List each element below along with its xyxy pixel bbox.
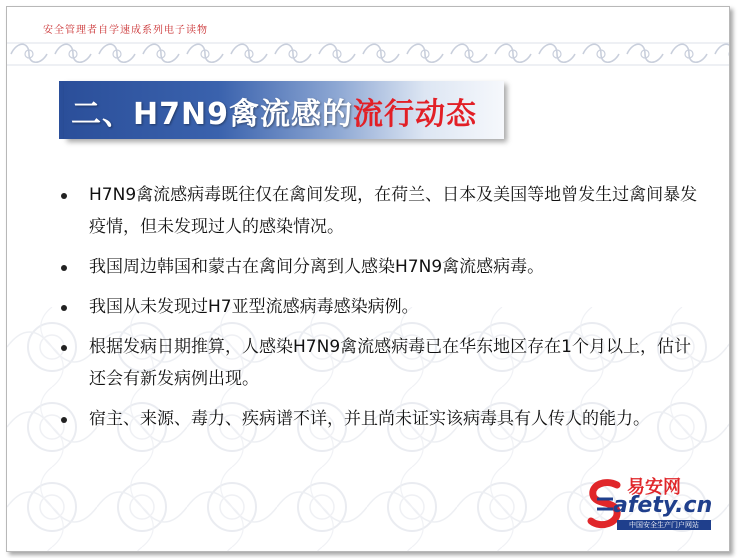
bullet-item — [55, 251, 705, 283]
bullet-text: 我国从未发现过H7亚型流感病毒感染病例。 — [89, 297, 419, 317]
bullet-dot-icon — [61, 193, 67, 199]
bullet-dot-icon — [61, 305, 67, 311]
series-title: 安全管理者自学速成系列电子读物 — [43, 25, 208, 36]
bullet-text: H7N9禽流感病毒既往仅在禽间发现，在荷兰、日本及美国等地曾发生过禽间暴发疫情，但未发现过人的感染情况。 — [89, 185, 698, 237]
bullet-item — [55, 179, 705, 243]
bullet-dot-icon — [61, 345, 67, 351]
slide-title — [59, 79, 509, 141]
bullet-text: 宿主、来源、毒力、疾病谱不详，并且尚未证实该病毒具有人传人的能力。 — [89, 409, 650, 429]
bullet-text: 我国周边韩国和蒙古在禽间分离到人感染H7N9禽流感病毒。 — [89, 257, 545, 277]
bullet-text: 根据发病日期推算，人感染H7N9禽流感病毒已在华东地区存在1个月以上，估计还会有新发病例出现。 — [89, 337, 691, 389]
bullet-item — [55, 331, 705, 395]
title-text — [71, 89, 477, 133]
site-logo — [587, 471, 717, 533]
bullet-item — [55, 291, 705, 323]
logo-tagline: 中国安全生产门户网站 — [617, 520, 711, 530]
decorative-pattern-band — [7, 37, 729, 71]
logo-domain: afety.cn — [613, 493, 713, 518]
bullet-list — [55, 179, 705, 443]
bullet-dot-icon — [61, 417, 67, 423]
bullet-dot-icon — [61, 265, 67, 271]
bullet-item — [55, 403, 705, 435]
logo-chinese-name: 易安网 — [627, 477, 681, 498]
title-main: 二、H7N9禽流感的 — [71, 97, 353, 132]
slide — [6, 6, 730, 552]
title-highlight: 流行动态 — [352, 97, 477, 132]
